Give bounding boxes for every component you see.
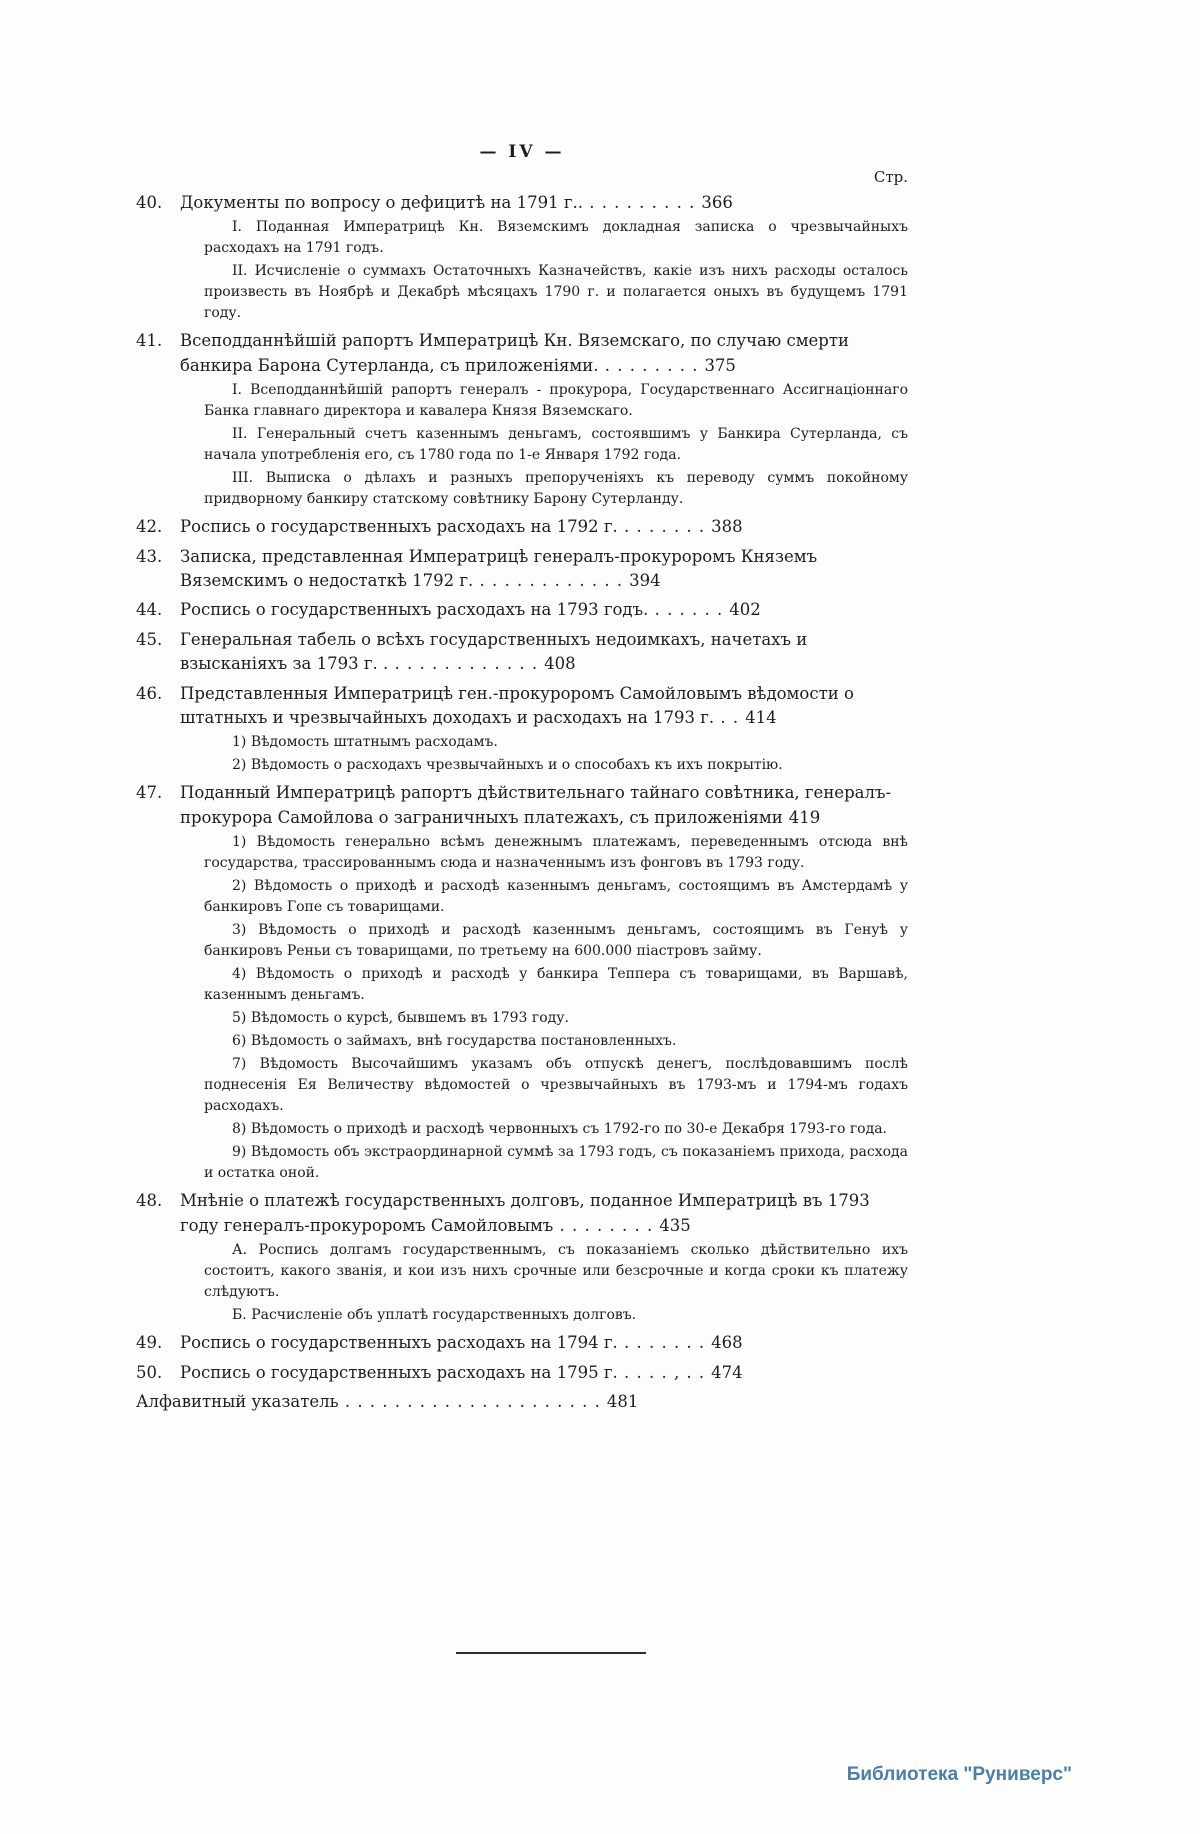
dot-leader: . . . . . . . . . . . . xyxy=(388,654,539,674)
dot-leader: . . . . . . . xyxy=(617,517,706,537)
dot-leader: . . . . . . . . . xyxy=(582,193,696,212)
toc-subitem: 8) Вѣдомость о приходѣ и расходѣ червонныхъ съ 1792-го по 30-е Декабря 1793-го года. xyxy=(232,1121,888,1138)
page-column-label: Стр. xyxy=(873,168,908,186)
entry-title: Алфавитный указатель xyxy=(136,1391,339,1411)
dot-leader: . . . . . . . . . . . . . . . . . . . . . xyxy=(338,1391,601,1411)
toc-entry xyxy=(136,1189,908,1238)
entry-title: Роспись о государственныхъ расходахъ на 1795 г. xyxy=(180,1362,618,1382)
entry-title: Представленныя Императрицѣ ген.-прокуроромъ Самойловымъ вѣдомости о штатныхъ и чрезвычайныхъ доходахъ и расходахъ на 1793 г. xyxy=(180,683,854,728)
entry-number: 47. xyxy=(136,783,163,803)
toc-entry xyxy=(136,515,908,539)
toc-subitem: 1) Вѣдомость штатнымъ расходамъ. xyxy=(232,734,498,751)
toc-entry xyxy=(136,1361,908,1385)
entry-number: 41. xyxy=(136,331,163,351)
dot-leader: . . . . , . . xyxy=(617,1362,706,1382)
entry-page-ref: 468 xyxy=(711,1333,743,1353)
entry-page-ref: 388 xyxy=(711,517,743,537)
toc-subitem: Б. Расчисленіе объ уплатѣ государственныхъ долговъ. xyxy=(232,1307,637,1324)
toc-entry xyxy=(136,545,908,594)
entry-title: Генеральная табель о всѣхъ государственныхъ недоимкахъ, начетахъ и взысканіяхъ за 1793 г. . xyxy=(180,629,808,674)
dot-leader: . . . . . . xyxy=(648,600,724,620)
entry-page-ref: 481 xyxy=(606,1391,639,1411)
entry-page-ref: 366 xyxy=(701,193,733,212)
toc-subitem: 4) Вѣдомость о приходѣ и расходѣ у банкира Теппера съ товарищами, въ Варшавѣ, казеннымъ деньгамъ. xyxy=(204,966,908,1004)
entry-body xyxy=(180,598,908,622)
entry-number: 50. xyxy=(136,1362,163,1382)
entry-title: Мнѣніе о платежѣ государственныхъ долговъ, поданное Императрицѣ въ 1793 году генералъ-прокуроромъ Самойловымъ xyxy=(180,1191,870,1235)
end-rule xyxy=(456,1652,646,1654)
toc-subitem: 7) Вѣдомость Высочайшимъ указамъ объ отпускѣ денегъ, послѣдовавшимъ послѣ поднесенія Ея Величеству вѣдомостей о чрезвычайныхъ въ 1793-мъ и 1794-мъ годахъ расходахъ. xyxy=(204,1056,908,1115)
entry-body xyxy=(180,515,908,539)
toc-subitem: 6) Вѣдомость о займахъ, внѣ государства постановленныхъ. xyxy=(232,1033,677,1050)
entry-body xyxy=(180,545,908,594)
entry-body xyxy=(180,1361,908,1385)
entry-page-ref: 394 xyxy=(629,571,661,591)
entry-number: 43. xyxy=(136,546,163,566)
toc-subitem: 3) Вѣдомость о приходѣ и расходѣ казеннымъ деньгамъ, состоящимъ въ Генуѣ у банкировъ Реньи съ товарищами, по третьему на 600.000 піастровъ займу. xyxy=(204,922,908,960)
entry-body xyxy=(180,628,908,677)
entry-body xyxy=(180,1331,908,1355)
entry-title: Роспись о государственныхъ расходахъ на 1793 годъ. xyxy=(180,600,649,620)
entry-body xyxy=(180,329,908,378)
toc-entry xyxy=(136,1390,908,1414)
entry-title: Записка, представленная Императрицѣ генералъ-прокуроромъ Княземъ Вяземскимъ о недостаткѣ 1792 г. xyxy=(180,546,818,591)
entry-title: Роспись о государственныхъ расходахъ на 1794 г. xyxy=(180,1333,618,1353)
library-watermark: Библиотека "Руниверс" xyxy=(846,1764,1072,1785)
toc-subitem: III. Выписка о дѣлахъ и разныхъ препорученіяхъ къ переводу суммъ покойному придворному банкиру статскому совѣтнику Барону Сутерланду. xyxy=(204,470,908,508)
entry-number: 49. xyxy=(136,1333,163,1353)
toc-subitem: 9) Вѣдомость объ экстраординарной суммѣ за 1793 годъ, съ показаніемъ прихода, расхода и остатка оной. xyxy=(204,1144,908,1182)
entry-body xyxy=(136,1390,908,1414)
entry-title: Документы по вопросу о дефицитѣ на 1791 г.. xyxy=(180,193,583,212)
entry-page-ref: 474 xyxy=(711,1362,743,1382)
entry-page-ref: 375 xyxy=(704,355,736,375)
entry-number: 42. xyxy=(136,517,163,537)
toc-subitem: 2) Вѣдомость о расходахъ чрезвычайныхъ и о способахъ къ ихъ покрытію. xyxy=(232,757,783,774)
entry-body xyxy=(180,682,908,731)
entry-page-ref: 408 xyxy=(544,654,576,674)
toc-subitem: II. Генеральный счетъ казеннымъ деньгамъ, состоявшимъ у Банкира Сутерланда, съ начала употребленія его, съ 1780 года по 1-е Января 1792 года. xyxy=(204,426,908,464)
entry-title: Роспись о государственныхъ расходахъ на 1792 г. xyxy=(180,517,618,537)
entry-body xyxy=(180,191,908,215)
entry-number: 48. xyxy=(136,1191,163,1211)
toc-entry xyxy=(136,682,908,731)
toc-subitem: 5) Вѣдомость о курсѣ, бывшемъ въ 1793 году. xyxy=(232,1010,569,1027)
toc-entry xyxy=(136,1331,908,1355)
entry-number: 45. xyxy=(136,629,163,649)
toc-entry xyxy=(136,628,908,677)
entry-page-ref: 435 xyxy=(659,1215,691,1235)
toc-subitem: 1) Вѣдомость генерально всѣмъ денежнымъ платежамъ, переведеннымъ отсюда внѣ государства, трассированнымъ сюда и назначеннымъ изъ фонговъ въ 1793 году. xyxy=(204,834,908,872)
toc-subitem: II. Исчисленіе о суммахъ Остаточныхъ Казначействъ, какіе изъ нихъ расходы осталось произвесть въ Ноябрѣ и Декабрѣ мѣсяцахъ 1790 г. и полагается оныхъ въ будущемъ 1791 году. xyxy=(204,263,908,322)
toc-subitem: I. Всеподданнѣйшій рапортъ генералъ - прокурора, Государственнаго Ассигнаціоннаго Банка главнаго директора и кавалера Князя Вяземскаго. xyxy=(204,382,908,420)
dot-leader: . . . . . . . . . . . . xyxy=(473,571,624,591)
toc-subitem: А. Роспись долгамъ государственнымъ, съ показаніемъ сколько дѣйствительно ихъ состоитъ, какого званія, и кои изъ нихъ срочные или безсрочные и когда сроки къ платежу слѣдуютъ. xyxy=(204,1242,908,1301)
entry-number: 44. xyxy=(136,600,163,620)
toc-entry xyxy=(136,598,908,622)
toc-entry xyxy=(136,329,908,378)
entry-body xyxy=(180,781,908,830)
entry-number: 40. xyxy=(136,193,163,212)
dot-leader: . . xyxy=(714,708,740,728)
entry-page-ref: 414 xyxy=(745,708,777,728)
toc-subitem: 2) Вѣдомость о приходѣ и расходѣ казеннымъ деньгамъ, состоящимъ въ Амстердамѣ у банкировъ Гопе съ товарищами. xyxy=(204,878,908,916)
toc-entry xyxy=(136,191,908,215)
entry-title: Всеподданнѣйшій рапортъ Императрицѣ Кн. Вяземскаго, по случаю смерти банкира Барона Сутерланда, съ приложеніями. xyxy=(180,331,849,375)
dot-leader: . . . . . . . . xyxy=(553,1215,654,1235)
toc-entry xyxy=(136,781,908,830)
toc-list xyxy=(136,191,908,1414)
toc-content xyxy=(136,142,908,1414)
entry-body xyxy=(180,1189,908,1238)
entry-title: Поданный Императрицѣ рапортъ дѣйствительнаго тайнаго совѣтника, генералъ-прокурора Самойлова о заграничныхъ платежахъ, съ приложеніями xyxy=(180,783,892,827)
entry-page-ref: 402 xyxy=(729,600,761,620)
entry-number: 46. xyxy=(136,683,163,703)
page-number-header: — IV — xyxy=(479,142,565,162)
dot-leader: . . . . . . . xyxy=(617,1333,706,1353)
entry-page-ref: 419 xyxy=(788,807,821,827)
toc-subitem: I. Поданная Императрицѣ Кн. Вяземскимъ докладная записка о чрезвычайныхъ расходахъ на 1791 годъ. xyxy=(204,219,908,257)
dot-leader: . . . . . . . . xyxy=(598,355,699,375)
